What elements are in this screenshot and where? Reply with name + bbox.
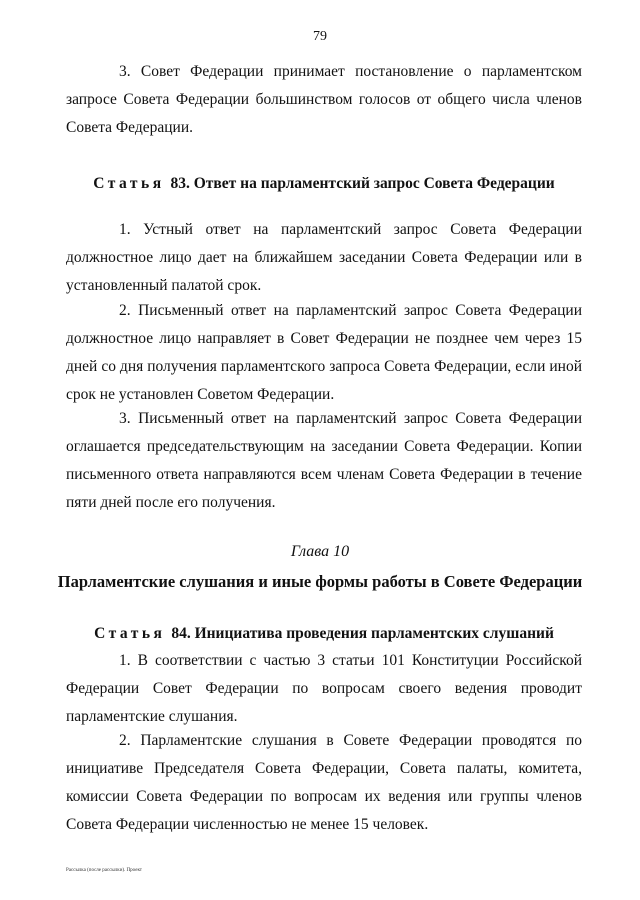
chapter-label: Глава 10: [290, 543, 350, 560]
article-84-paragraph-2: 2. Парламентские слушания в Совете Федерации проводятся по инициативе Председателя Совета Федерации, Совета палаты, комитета, комиссии Совета Федерации по вопросам их ведения или группы членов Совета Федерации численностью не менее 15 человек.: [66, 732, 582, 833]
document-footer: Рассылка (после рассылки). Проект: [66, 868, 142, 873]
article-83-paragraph-1: 1. Устный ответ на парламентский запрос Совета Федерации должностное лицо дает на ближайшем заседании Совета Федерации или в установленный палатой срок.: [66, 221, 582, 294]
article-word: Статья: [94, 625, 166, 642]
page-number: 79: [313, 29, 327, 44]
article-84-title: 84. Инициатива проведения парламентских слушаний: [171, 625, 554, 642]
article-84-heading: [66, 620, 582, 648]
article-83-paragraph-2: 2. Письменный ответ на парламентский запрос Совета Федерации должностное лицо направляет в Совет Федерации не позднее чем через 15 дней со дня получения парламентского запроса Совета Федерации, если иной срок не установлен Советом Федерации.: [66, 302, 582, 403]
article-83-title: 83. Ответ на парламентский запрос Совета Федерации: [170, 175, 555, 192]
article-83-heading: [66, 170, 582, 198]
article-82-paragraph-3: 3. Совет Федерации принимает постановление о парламентском запросе Совета Федерации большинством голосов от общего числа членов Совета Федерации.: [66, 63, 582, 136]
article-83-paragraph-3: 3. Письменный ответ на парламентский запрос Совета Федерации оглашается председательствующим на заседании Совета Федерации. Копии письменного ответа направляются всем членам Совета Федерации в течение пяти дней после его получения.: [66, 410, 582, 511]
article-word: Статья: [93, 175, 165, 192]
chapter-title: Парламентские слушания и иные формы работы в Совете Федерации: [57, 572, 583, 591]
article-84-paragraph-1: 1. В соответствии с частью 3 статьи 101 Конституции Российской Федерации Совет Федерации по вопросам своего ведения проводит парламентские слушания.: [66, 652, 582, 725]
